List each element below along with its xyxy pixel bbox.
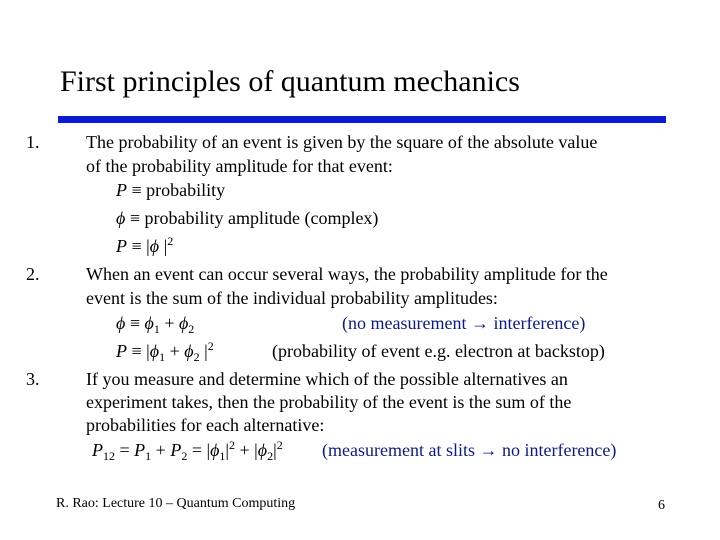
exp2: 2 [276,438,283,452]
p-word: probability [146,180,226,200]
phi2: ϕ [257,440,268,460]
equiv-symbol: ≡ [131,180,142,200]
phi2: ϕ [178,313,189,333]
p: P [116,341,127,361]
equals: = [191,440,202,460]
title-rule-bar [58,116,666,123]
phi1: ϕ [149,341,160,361]
plus: + [239,440,250,460]
def-formula [116,235,173,257]
exponent: 2 [167,234,174,248]
abs-close: | [273,440,277,460]
item-3-line-2: experiment takes, then the probability of the event is the sum of the [86,392,572,412]
note-no-measurement [342,312,585,334]
plus: + [155,440,166,460]
item-3-line-1: If you measure and determine which of the possible alternatives an [86,369,568,389]
formula-p: P [116,236,127,256]
eq-amplitude-sum [116,312,194,334]
def-amplitude [116,207,378,229]
p-symbol: P [116,180,127,200]
p12: P [92,440,103,460]
note-prefix: (no measurement [342,313,467,333]
eq-probability-sum [116,340,214,362]
note-suffix: no interference) [501,440,617,460]
phi2: ϕ [184,341,194,361]
plus: + [164,313,175,333]
equals: = [119,440,130,460]
right-arrow-icon: → [479,440,498,460]
plus: + [169,341,180,361]
exp1: 2 [229,438,236,452]
equiv-symbol: ≡ [131,341,142,361]
abs-close: | [199,341,208,361]
note-measurement [322,439,616,461]
sub2: 2 [193,350,200,364]
note-prefix: (measurement at slits [322,440,475,460]
sub2: 2 [188,322,195,336]
sub-phi2: 2 [267,449,274,463]
phi1: ϕ [210,440,220,460]
abs-open: | [146,236,150,256]
sub-phi1: 1 [219,449,226,463]
item-1-line-2: of the probability amplitude for that event: [86,156,393,176]
abs-open: | [254,440,258,460]
item-3-line-3: probabilities for each alternative: [86,415,325,435]
phi-symbol: ϕ [116,208,126,228]
footer-credit: R. Rao: Lecture 10 – Quantum Computing [56,496,296,511]
phi1: ϕ [144,313,154,333]
item-1-number: 1. [26,132,40,152]
def-probability [116,179,225,201]
exponent: 2 [207,339,214,353]
sub12: 12 [103,449,115,463]
abs-close: | [225,440,230,460]
sub1: 1 [145,449,152,463]
note-suffix: interference) [493,313,586,333]
equiv-symbol: ≡ [129,313,140,333]
abs-open: | [206,440,211,460]
formula-phi: ϕ [149,236,160,256]
item-2-line-1: When an event can occur several ways, the probability amplitude for the [86,264,608,284]
phi-word: probability amplitude (complex) [144,208,379,228]
eq-measurement [92,439,283,461]
right-arrow-icon: → [470,313,489,333]
item-1-line-1: The probability of an event is given by the square of the absolute value [86,132,598,152]
equiv-symbol: ≡ [131,236,142,256]
slide-title: First principles of quantum mechanics [60,65,520,98]
p1: P [134,440,146,460]
item-2-number: 2. [26,264,40,284]
page-number: 6 [658,498,665,513]
p2: P [170,440,182,460]
sub1: 1 [153,322,160,336]
equiv-symbol: ≡ [129,208,140,228]
sub2: 2 [181,449,188,463]
item-2-line-2: event is the sum of the individual probability amplitudes: [86,288,498,308]
abs-open: | [146,341,150,361]
abs-close: | [159,236,168,256]
note-backstop: (probability of event e.g. electron at backstop) [272,341,605,361]
sub1: 1 [159,350,166,364]
title-rule [58,116,666,123]
phi: ϕ [116,313,126,333]
item-3-number: 3. [26,369,40,389]
